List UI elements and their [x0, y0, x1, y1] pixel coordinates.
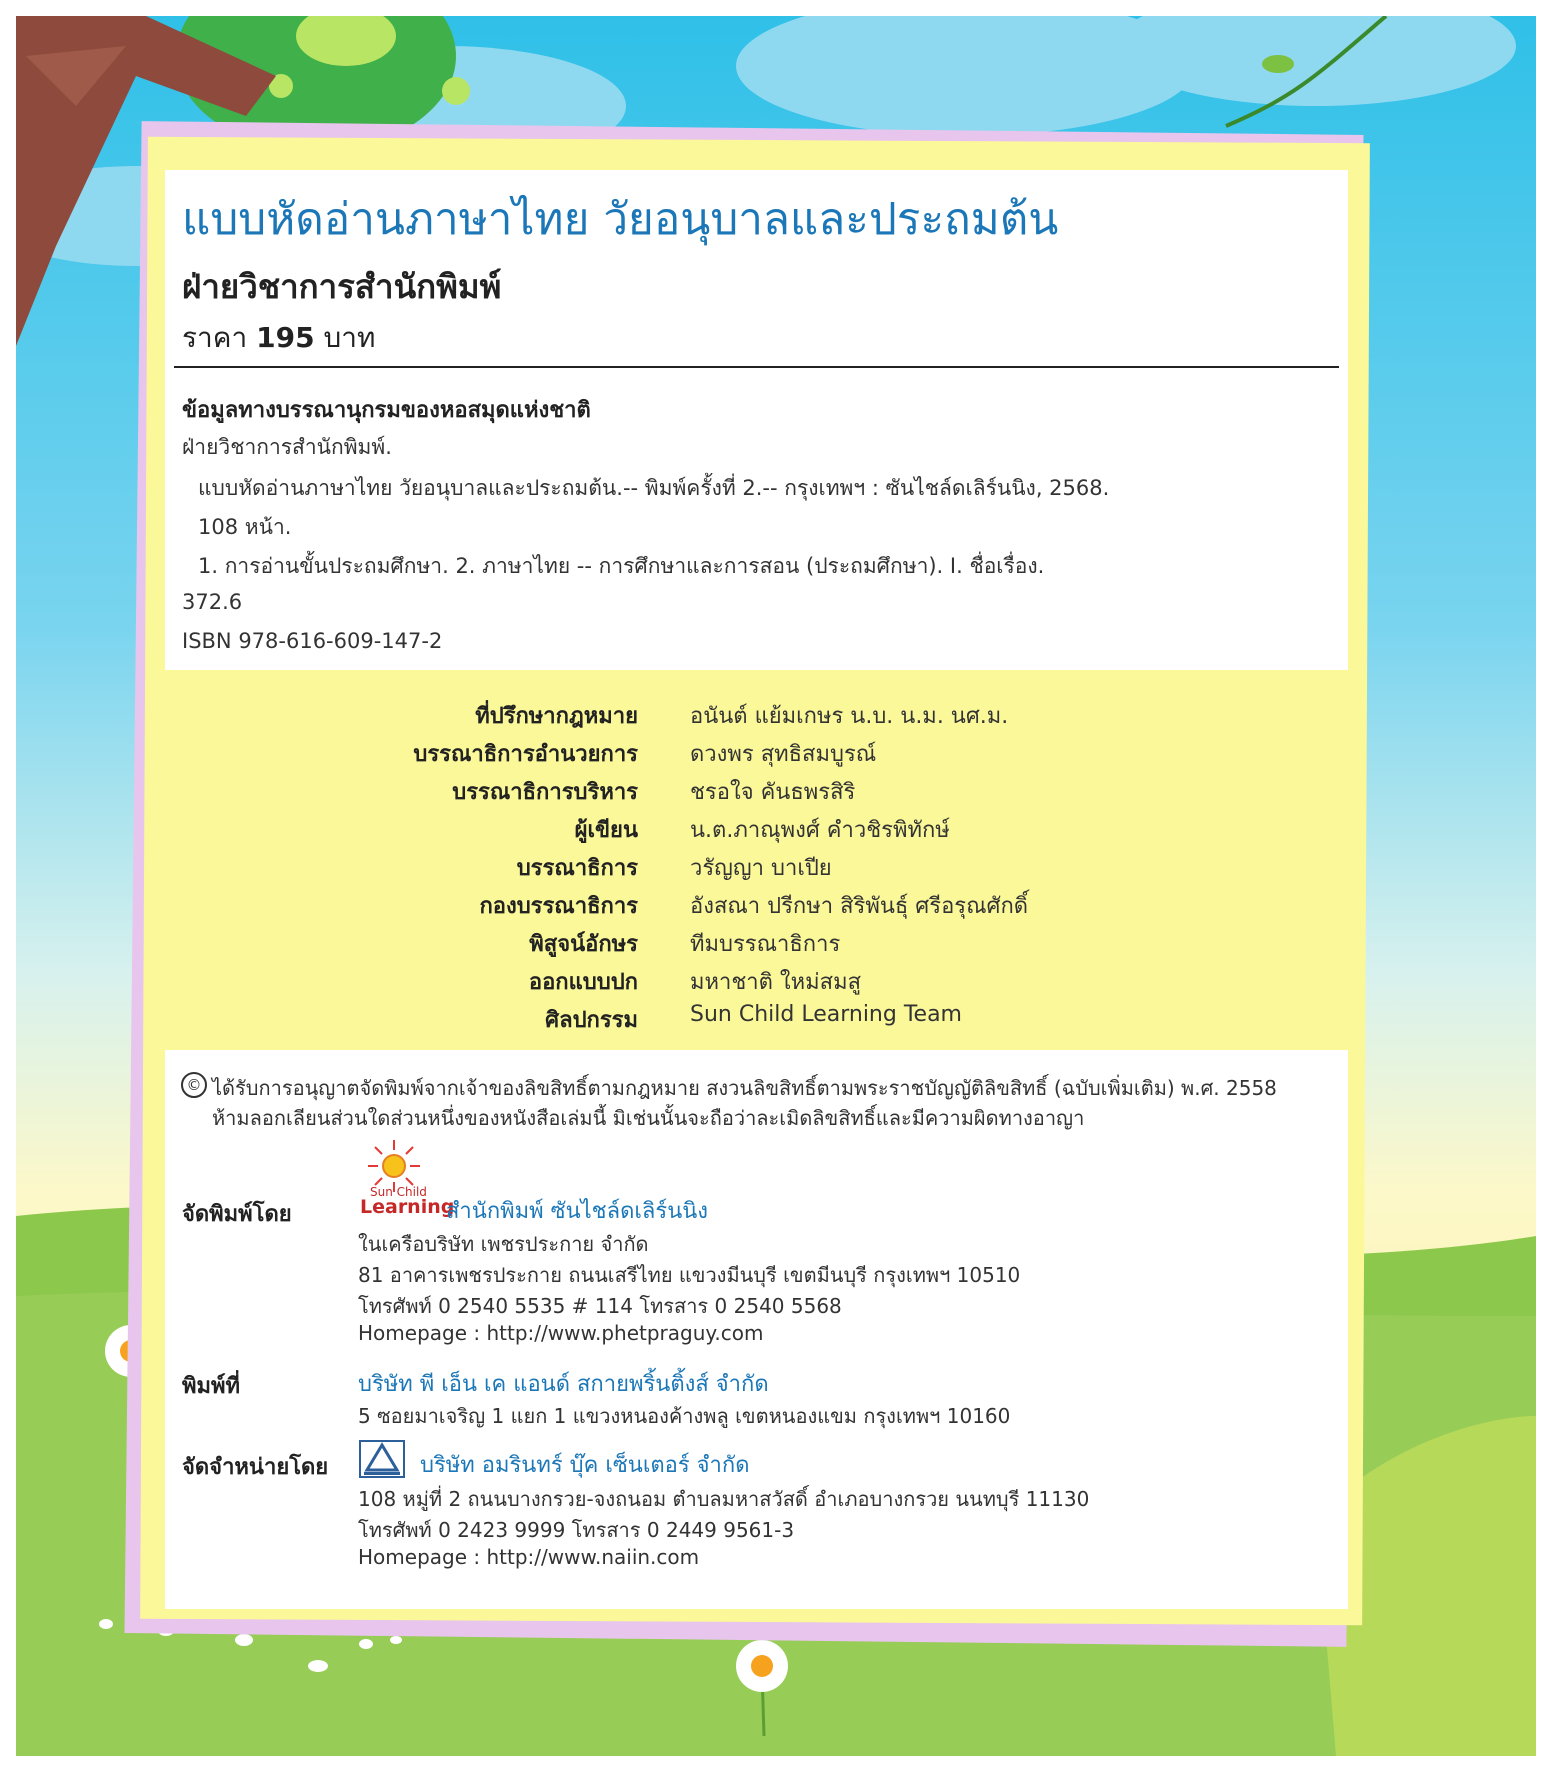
credit-name: วรัญญา บาเปีย	[690, 856, 832, 881]
distributor-phone: โทรศัพท์ 0 2423 9999 โทรสาร 0 2449 9561-3	[358, 1518, 795, 1542]
credit-name: อังสณา ปรีกษา สิริพันธุ์ ศรีอรุณศักดิ์	[690, 894, 1029, 919]
publisher-label: จัดพิมพ์โดย	[182, 1202, 292, 1227]
credit-role: ผู้เขียน	[574, 818, 638, 843]
copyright-icon: ©	[181, 1072, 207, 1098]
book-price	[182, 316, 375, 360]
copyright-line-1: ได้รับการอนุญาตจัดพิมพ์จากเจ้าของลิขสิทธิ์ตามกฎหมาย สงวนลิขสิทธิ์ตามพระราชบัญญัติลิขสิทธิ์ (ฉบับเพิ่มเติม) พ.ศ. 2558	[212, 1076, 1277, 1100]
credit-role: กองบรรณาธิการ	[479, 894, 638, 919]
credit-name: ทีมบรรณาธิการ	[690, 932, 841, 957]
price-value: 195	[256, 321, 315, 354]
cataloging-subjects: 1. การอ่านขั้นประถมศึกษา. 2. ภาษาไทย -- การศึกษาและการสอน (ประถมศึกษา). I. ชื่อเรื่อง.	[198, 554, 1045, 578]
cataloging-pages: 108 หน้า.	[198, 515, 292, 539]
credit-role: ที่ปรึกษากฎหมาย	[475, 704, 638, 729]
logo-text-big: Learning	[360, 1196, 455, 1218]
distributor-name: บริษัท อมรินทร์ บุ๊ค เซ็นเตอร์ จำกัด	[420, 1453, 750, 1478]
price-suffix: บาท	[323, 321, 376, 354]
credit-role: ศิลปกรรม	[545, 1008, 638, 1033]
publisher-homepage: Homepage : http://www.phetpraguy.com	[358, 1321, 764, 1345]
copyright-line-2: ห้ามลอกเลียนส่วนใดส่วนหนึ่งของหนังสือเล่มนี้ มิเช่นนั้นจะถือว่าละเมิดลิขสิทธิ์และมีความผิดทางอาญา	[212, 1106, 1085, 1130]
distributor-label: จัดจำหน่ายโดย	[182, 1455, 329, 1480]
credit-name: ดวงพร สุทธิสมบูรณ์	[690, 742, 877, 767]
price-prefix: ราคา	[182, 321, 248, 354]
credit-role: พิสูจน์อักษร	[529, 932, 638, 957]
credit-name: อนันต์ แย้มเกษร น.บ. น.ม. นศ.ม.	[690, 704, 1009, 729]
credit-role: บรรณาธิการอำนวยการ	[413, 742, 638, 767]
publisher-phone: โทรศัพท์ 0 2540 5535 # 114 โทรสาร 0 2540 5568	[358, 1294, 842, 1318]
cataloging-classification: 372.6	[182, 590, 243, 614]
cataloging-isbn: ISBN 978-616-609-147-2	[182, 629, 443, 653]
credit-name: น.ต.ภาณุพงศ์ คำวชิรพิทักษ์	[690, 818, 950, 843]
printer-name: บริษัท พี เอ็น เค แอนด์ สกายพริ้นติ้งส์ จำกัด	[358, 1372, 769, 1397]
distributor-address: 108 หมู่ที่ 2 ถนนบางกรวย-จงถนอม ตำบลมหาสวัสดิ์ อำเภอบางกรวย นนทบุรี 11130	[358, 1487, 1090, 1511]
printer-address: 5 ซอยมาเจริญ 1 แยก 1 แขวงหนองค้างพลู เขตหนองแขม กรุงเทพฯ 10160	[358, 1404, 1011, 1428]
distributor-logo-icon	[359, 1440, 405, 1478]
book-title: แบบหัดอ่านภาษาไทย วัยอนุบาลและประถมต้น	[182, 194, 1059, 245]
credit-name: Sun Child Learning Team	[690, 1002, 962, 1027]
distributor-homepage: Homepage : http://www.naiin.com	[358, 1545, 700, 1569]
credit-role: ออกแบบปก	[528, 970, 638, 995]
publisher-name: สำนักพิมพ์ ซันไชล์ดเลิร์นนิง	[446, 1199, 709, 1224]
credit-role: บรรณาธิการ	[516, 856, 638, 881]
publisher-affiliation: ในเครือบริษัท เพชรประกาย จำกัด	[358, 1232, 649, 1256]
printer-label: พิมพ์ที่	[182, 1374, 241, 1399]
publisher-address: 81 อาคารเพชรประกาย ถนนเสรีไทย แขวงมีนบุรี เขตมีนบุรี กรุงเทพฯ 10510	[358, 1263, 1021, 1287]
divider	[174, 366, 1339, 368]
cataloging-heading: ข้อมูลทางบรรณานุกรมของหอสมุดแห่งชาติ	[182, 398, 591, 423]
credit-name: ชรอใจ คันธพรสิริ	[690, 780, 856, 805]
cataloging-author: ฝ่ายวิชาการสำนักพิมพ์.	[182, 435, 392, 459]
credit-role: บรรณาธิการบริหาร	[452, 780, 638, 805]
cataloging-title: แบบหัดอ่านภาษาไทย วัยอนุบาลและประถมต้น.-- พิมพ์ครั้งที่ 2.-- กรุงเทพฯ : ซันไชล์ดเลิร์นนิง, 2568.	[198, 476, 1110, 500]
credit-name: มหาชาติ ใหม่สมสู	[690, 970, 862, 995]
logo-text-small: Sun Child	[370, 1185, 427, 1199]
book-author: ฝ่ายวิชาการสำนักพิมพ์	[182, 267, 502, 306]
